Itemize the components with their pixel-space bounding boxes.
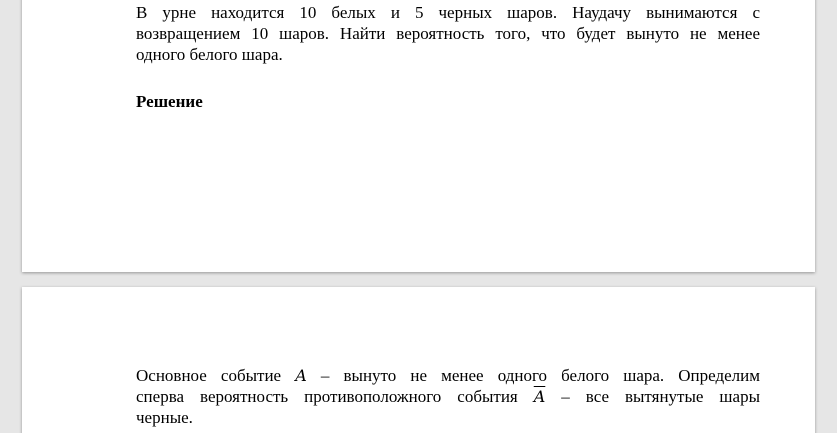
solution-line-1 bbox=[136, 365, 760, 386]
problem-statement bbox=[136, 2, 760, 65]
problem-line-2: возвращением 10 шаров. Найти вероятность того, что будет вынуто не менее bbox=[136, 24, 760, 43]
solution-text bbox=[136, 365, 760, 428]
solution-line-3: черные. bbox=[136, 408, 193, 427]
problem-line-3: одного белого шара. bbox=[136, 45, 283, 64]
event-a-bar-symbol: $\overline{A}$ bbox=[533, 387, 546, 406]
solution-line-2 bbox=[136, 386, 760, 407]
solution-heading: Решение bbox=[136, 92, 203, 111]
solution-line-2-end: – все вытянутые шары bbox=[561, 387, 760, 406]
event-a-symbol: A bbox=[295, 366, 307, 385]
solution-line-2-start: сперва вероятность противоположного события bbox=[136, 387, 518, 406]
solution-line-1-start: Основное событие bbox=[136, 366, 282, 385]
page-2 bbox=[22, 287, 815, 433]
page-1 bbox=[22, 0, 815, 272]
solution-line-1-end: – вынуто не менее одного белого шара. Определим bbox=[320, 366, 761, 385]
problem-line-1: В урне находится 10 белых и 5 черных шаров. Наудачу вынимаются с bbox=[136, 3, 760, 22]
